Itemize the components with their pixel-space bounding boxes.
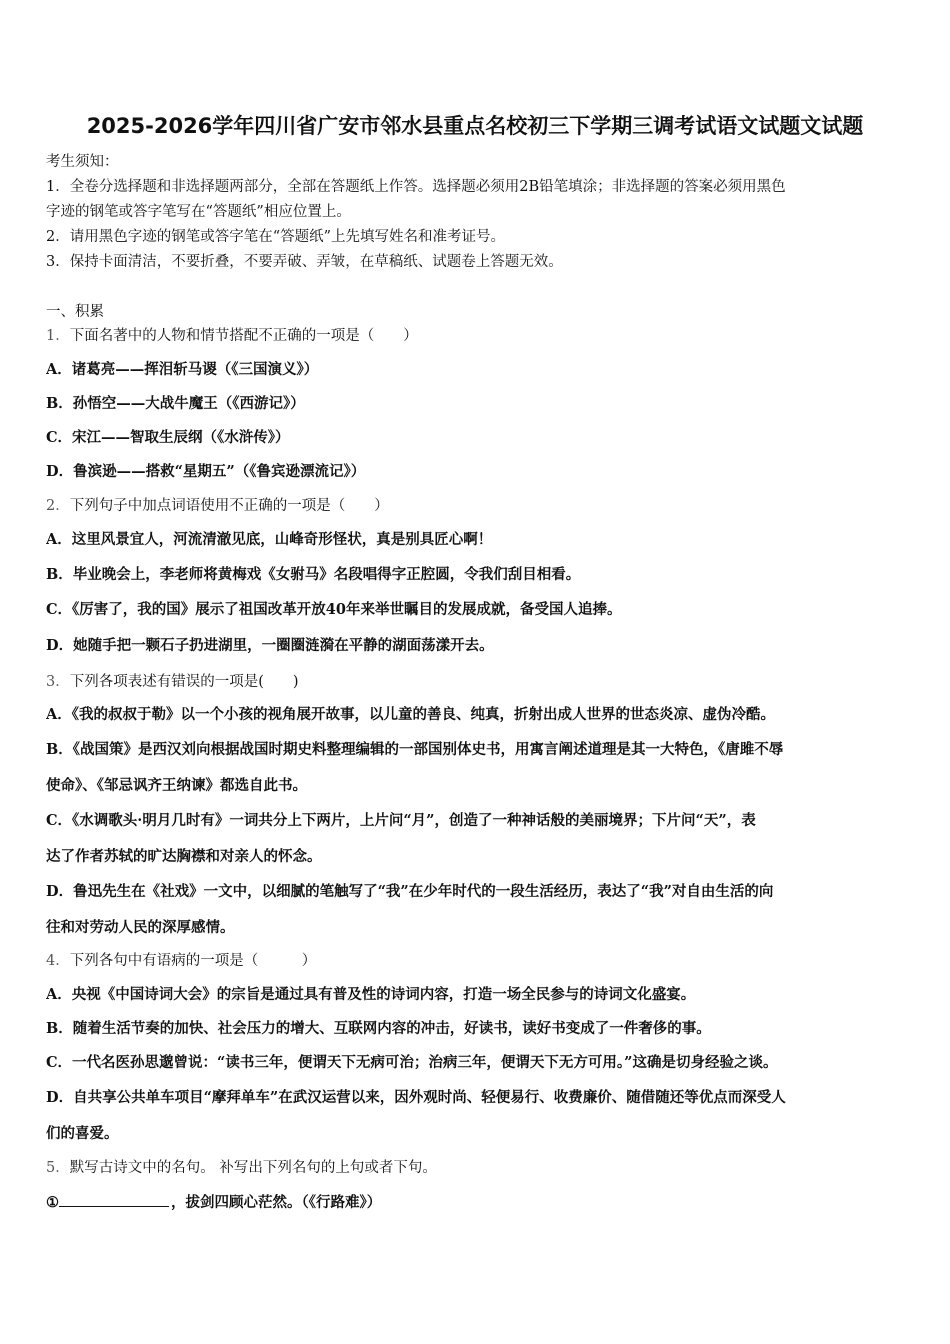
option-c: C．一代名医孙思邈曾说：“读书三年，便谓天下无病可治；治病三年，便谓天下无方可用。”这确是切身经验之谈。 (46, 1054, 778, 1071)
notice-item: 3．保持卡面清洁，不要折叠，不要弄破、弄皱，在草稿纸、试题卷上答题无效。 (46, 254, 563, 270)
option-b: B．随着生活节奏的加快、社会压力的增大、互联网内容的冲击，好读书，读好书变成了一件奢侈的事。 (46, 1020, 711, 1037)
option-d: D．自共享公共单车项目“摩拜单车”在武汉运营以来，因外观时尚、轻便易行、收费廉价、随借随还等优点而深受人 (46, 1089, 786, 1106)
question-text: 下列各句中有语病的一项是（ ） (69, 953, 317, 969)
option-c: C．《水调歌头·明月几时有》一词共分上下两片，上片问“月”，创造了一种神话般的美丽境界；下片问“天”，表 (46, 812, 756, 829)
option-c: C．《厉害了，我的国》展示了祖国改革开放40年来举世瞩目的发展成就，备受国人追捧。 (46, 601, 622, 618)
answer-blank[interactable] (59, 1192, 169, 1207)
section-heading: 一、积累 (46, 304, 104, 320)
question-number: 2． (46, 498, 70, 514)
fill-blank-item (46, 1192, 908, 1213)
option-d-continued: 们的喜爱。 (46, 1125, 119, 1142)
question-text: 下列句子中加点词语使用不正确的一项是（ ） (69, 498, 389, 514)
question-text: 下列各项表述有错误的一项是( ) (69, 674, 299, 690)
notice-item: 1．全卷分选择题和非选择题两部分，全部在答题纸上作答。选择题必须用2B铅笔填涂；非选择题的答案必须用黑色 (46, 179, 786, 195)
question-number: 4． (46, 953, 70, 969)
option-a: A．诸葛亮——挥泪斩马谡（《三国演义》） (46, 361, 319, 378)
page-title: 2025-2026学年四川省广安市邻水县重点名校初三下学期三调考试语文试题文试题 (86, 114, 864, 138)
item-marker: ① (46, 1194, 59, 1211)
option-c-continued: 达了作者苏轼的旷达胸襟和对亲人的怀念。 (46, 848, 322, 865)
question-stem (46, 672, 908, 692)
question-stem (46, 326, 908, 346)
option-d: D．鲁滨逊——搭救“星期五”（《鲁宾逊漂流记》） (46, 463, 366, 480)
question-text: 默写古诗文中的名句。 补写出下列名句的上句或者下句。 (69, 1160, 437, 1176)
option-d: D．她随手把一颗石子扔进湖里，一圈圈涟漪在平静的湖面荡漾开去。 (46, 637, 494, 654)
option-d: D．鲁迅先生在《社戏》一文中，以细腻的笔触写了“我”在少年时代的一段生活经历，表达了“我”对自由生活的向 (46, 883, 774, 900)
option-b: B．孙悟空——大战牛魔王（《西游记》） (46, 395, 305, 412)
question-number: 3． (46, 674, 70, 690)
item-text: ，拔剑四顾心茫然。（《行路难》） (171, 1194, 382, 1211)
option-b-continued: 使命》、《邹忌讽齐王纳谏》都选自此书。 (46, 777, 307, 794)
option-a: A．这里风景宜人，河流清澈见底，山峰奇形怪状，真是别具匠心啊！ (46, 531, 493, 548)
notice-item: 2．请用黑色字迹的钢笔或答字笔在“答题纸”上先填写姓名和准考证号。 (46, 229, 506, 245)
option-c: C．宋江——智取生辰纲（《水浒传》） (46, 429, 290, 446)
question-text: 下面名著中的人物和情节搭配不正确的一项是（ ） (69, 328, 418, 344)
option-a: A．《我的叔叔于勒》以一个小孩的视角展开故事，以儿童的善良、纯真，折射出成人世界的世态炎凉、虚伪冷酷。 (46, 706, 775, 723)
notice-item: 字迹的钢笔或答字笔写在“答题纸”相应位置上。 (46, 204, 351, 220)
question-number: 5． (46, 1160, 70, 1176)
option-a: A．央视《中国诗词大会》的宗旨是通过具有普及性的诗词内容，打造一场全民参与的诗词文化盛宴。 (46, 986, 696, 1003)
notice-heading: 考生须知： (46, 154, 119, 170)
question-number: 1． (46, 328, 70, 344)
question-stem (46, 1158, 908, 1178)
option-d-continued: 往和对劳动人民的深厚感情。 (46, 919, 235, 936)
question-stem (46, 951, 908, 971)
option-b: B．《战国策》是西汉刘向根据战国时期史料整理编辑的一部国别体史书，用寓言阐述道理是其一大特色，《唐雎不辱 (46, 741, 784, 758)
question-stem (46, 496, 908, 516)
option-b: B．毕业晚会上，李老师将黄梅戏《女驸马》名段唱得字正腔圆，令我们刮目相看。 (46, 566, 581, 583)
